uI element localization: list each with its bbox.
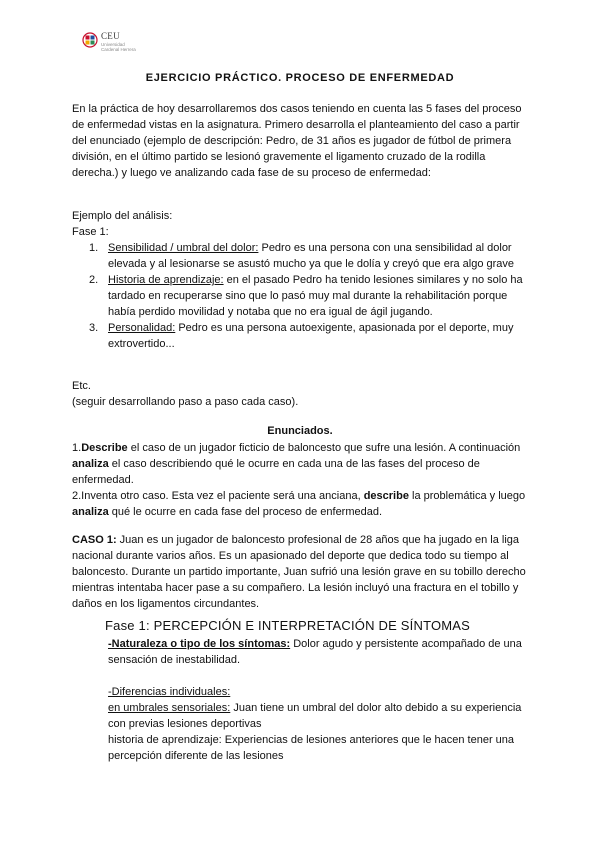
fase1-heading-title: PERCEPCIÓN E INTERPRETACIÓN DE SÍNTOMAS xyxy=(153,618,471,633)
list-item xyxy=(72,320,530,352)
enunciado-1-text2: el caso describiendo qué le ocurre en cada una de las fases del proceso de enfermedad. xyxy=(72,458,480,486)
fase1-body xyxy=(108,636,530,764)
list-term: Historia de aprendizaje: xyxy=(108,274,224,286)
continue-note: (seguir desarrollando paso a paso cada caso). xyxy=(72,396,299,408)
page-title: EJERCICIO PRÁCTICO. PROCESO DE ENFERMEDAD xyxy=(145,72,455,84)
umbrales-paragraph xyxy=(108,700,530,732)
caso1-label: CASO 1: xyxy=(72,534,117,546)
enunciados-body xyxy=(72,440,530,520)
list-number: 1. xyxy=(89,242,99,254)
enunciado-2-text2: la problemática y luego xyxy=(408,490,526,502)
enunciados-heading: Enunciados. xyxy=(267,425,333,437)
list-item xyxy=(72,240,530,272)
naturaleza-paragraph xyxy=(108,636,530,668)
fase1-label: Fase 1: xyxy=(72,226,109,238)
diferencias-title: -Diferencias individuales: xyxy=(108,686,231,698)
ceu-shield-icon xyxy=(82,30,98,50)
umbrales-term: en umbrales sensoriales: xyxy=(108,702,231,714)
enunciado-1-num: 1. xyxy=(72,442,82,454)
naturaleza-text: Dolor agudo y persistente acompañado de una sensación de inestabilidad. xyxy=(108,638,522,666)
list-text: Pedro es una persona autoexigente, apasionada por el deporte, muy extrovertido... xyxy=(108,322,514,350)
fase1-heading xyxy=(105,618,470,633)
logo-name: CEU xyxy=(101,31,120,41)
list-number: 3. xyxy=(89,322,99,334)
historia-paragraph: historia de aprendizaje: Experiencias de lesiones anteriores que le hacen tener una percepción diferente de las lesiones xyxy=(108,734,515,762)
list-term: Personalidad: xyxy=(108,322,176,334)
enunciado-1-text: el caso de un jugador ficticio de baloncesto que sufre una lesión. A continuación xyxy=(127,442,521,454)
list-term: Sensibilidad / umbral del dolor: xyxy=(108,242,259,254)
enunciado-2-verb2: analiza xyxy=(72,506,109,518)
example-list xyxy=(72,240,530,352)
enunciado-1-verb2: analiza xyxy=(72,458,109,470)
enunciado-2-text: 2.Inventa otro caso. Esta vez el paciente será una anciana, xyxy=(72,490,364,502)
enunciado-1 xyxy=(72,440,530,488)
logo-subtitle: Universidad Cardenal Herrera xyxy=(101,42,136,52)
university-logo xyxy=(82,30,142,54)
enunciado-1-verb: Describe xyxy=(81,442,128,454)
enunciado-2-verb: describe xyxy=(363,490,409,502)
caso1-paragraph xyxy=(72,532,530,612)
fase1-heading-label: Fase 1: xyxy=(105,618,154,633)
list-number: 2. xyxy=(89,274,99,286)
list-text: Pedro es una persona con una sensibilidad al dolor elevada y al lesionarse se asustó mucho ya que le dolía y creyó que era algo grave xyxy=(108,242,515,270)
naturaleza-term: -Naturaleza o tipo de los síntomas: xyxy=(108,638,291,650)
etc-text: Etc. xyxy=(72,380,91,392)
caso1-text: Juan es un jugador de baloncesto profesional de 28 años que ha jugado en la liga nacional durante varios años. Es un apasionado del deporte que dedica todo su tiempo al baloncesto. Durante un partido importante, Juan sufrió una lesión grave en su tobillo derecho mientras intentaba hacer pase a su compañero. La lesión incluyó una fractura en el tobillo y daños en los ligamentos circundantes. xyxy=(72,534,526,610)
example-label: Ejemplo del análisis: xyxy=(72,210,173,222)
intro-paragraph: En la práctica de hoy desarrollaremos dos casos teniendo en cuenta las 5 fases del proceso de enfermedad vistas en la asignatura. Primero desarrolla el planteamiento del caso a partir del enunciado (ejemplo de descripción: Pedro, de 31 años es jugador de fútbol de primera división, en el último partido se lesionó gravemente el ligamento cruzado de la rodilla derecha.) y luego ve analizando cada fase de su proceso de enfermedad: xyxy=(72,103,522,179)
umbrales-text: Juan tiene un umbral del dolor alto debido a su experiencia con previas lesiones deportivas xyxy=(108,702,522,730)
enunciado-2-text3: qué le ocurre en cada fase del proceso de enfermedad. xyxy=(108,506,383,518)
list-item xyxy=(72,272,530,320)
enunciado-2 xyxy=(72,488,530,520)
list-text: en el pasado Pedro ha tenido lesiones similares y no solo ha tardado en recuperarse sino que lo pasó muy mal durante la rehabilitación porque había perdido movilidad y notaba que no era igual de ágil jugando. xyxy=(108,274,523,318)
